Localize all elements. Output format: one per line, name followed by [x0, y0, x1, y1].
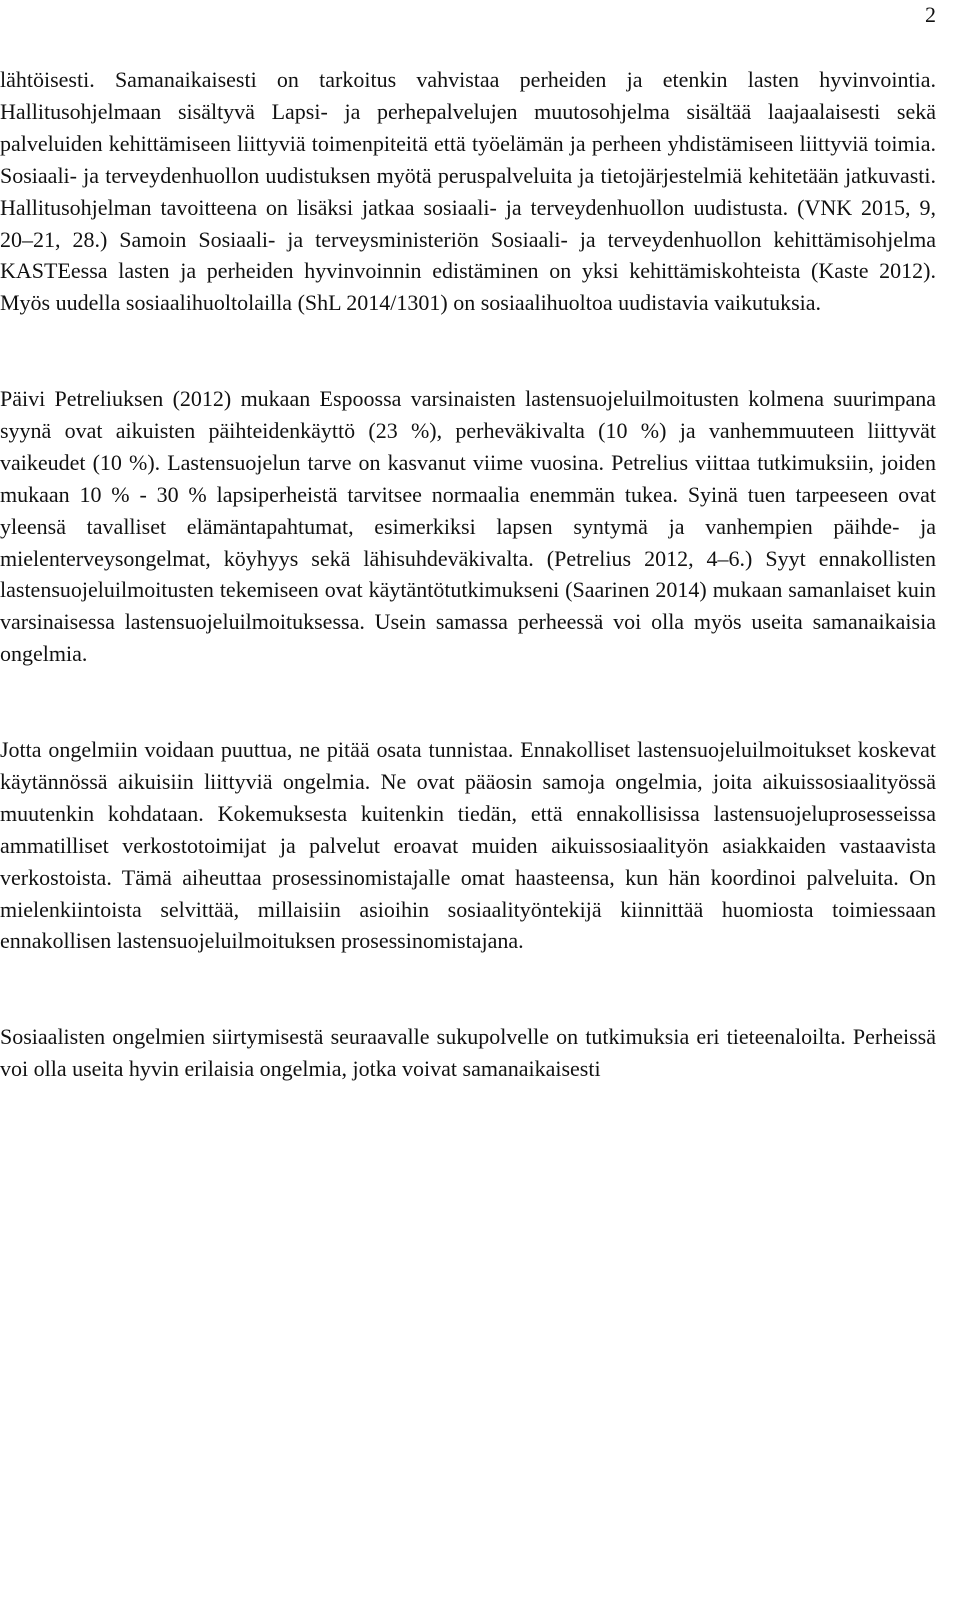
paragraph-4: Sosiaalisten ongelmien siirtymisestä seuraavalle sukupolvelle on tutkimuksia eri tieteenaloilta. Perheissä voi olla useita hyvin erilaisia ongelmia, jotka voivat samanaikaisesti: [0, 1024, 936, 1082]
page-number: 2: [925, 2, 936, 27]
paragraph-2: Päivi Petreliuksen (2012) mukaan Espoossa varsinaisten lastensuojeluilmoitusten kolmena suurimpana syynä ovat aikuisten päihteidenkäyttö (23 %), perheväkivalta (10 %) ja vanhemmuuteen liittyvät vaikeudet (10 %). Lastensuojelun tarve on kasvanut viime vuosina. Petrelius viittaa tutkimuksiin, joiden mukaan 10 % - 30 % lapsiperheistä tarvitsee normaalia enemmän tukea. Syinä tuen tarpeeseen ovat yleensä tavalliset elämäntapahtumat, esimerkiksi lapsen syntymä ja vanhempien päihde- ja mielenterveysongelmat, köyhyys sekä lähisuhdeväkivalta. (Petrelius 2012, 4–6.) Syyt ennakollisten lastensuojeluilmoitusten tekemiseen ovat käytäntötutkimukseni (Saarinen 2014) mukaan samanlaiset kuin varsinaisessa lastensuojeluilmoituksessa. Usein samassa perheessä voi olla myös useita samanaikaisia ongelmia.: [0, 386, 936, 667]
document-body: [0, 64, 936, 1085]
paragraph-1: lähtöisesti. Samanaikaisesti on tarkoitus vahvistaa perheiden ja etenkin lasten hyvinvointia. Hallitusohjelmaan sisältyvä Lapsi- ja perhepalvelujen muutosohjelma sisältää laajaalaisesti sekä palveluiden kehittämiseen liittyviä toimenpiteitä että työelämän ja perheen yhdistämiseen liittyviä toimia. Sosiaali- ja terveydenhuollon uudistuksen myötä peruspalveluita ja tietojärjestelmiä kehitetään jatkuvasti. Hallitusohjelman tavoitteena on lisäksi jatkaa sosiaali- ja terveydenhuollon uudistusta. (VNK 2015, 9, 20–21, 28.) Samoin Sosiaali- ja terveysministeriön Sosiaali- ja terveydenhuollon kehittämisohjelma KASTEessa lasten ja perheiden hyvinvoinnin edistäminen on yksi kehittämiskohteista (Kaste 2012). Myös uudella sosiaalihuoltolailla (ShL 2014/1301) on sosiaalihuoltoa uudistavia vaikutuksia.: [0, 67, 936, 316]
paragraph-3: Jotta ongelmiin voidaan puuttua, ne pitää osata tunnistaa. Ennakolliset lastensuojeluilmoitukset koskevat käytännössä aikuisiin liittyviä ongelmia. Ne ovat pääosin samoja ongelmia, joita aikuissosiaalityössä muutenkin kohdataan. Kokemuksesta kuitenkin tiedän, että ennakollisissa lastensuojeluprosesseissa ammatilliset verkostotoimijat ja palvelut eroavat muiden aikuissosiaalityön asiakkaiden vastaavista verkostoista. Tämä aiheuttaa prosessinomistajalle omat haasteensa, kun hän koordinoi palveluita. On mielenkiintoista selvittää, millaisiin asioihin sosiaalityöntekijä kiinnittää huomiosta toimiessaan ennakollisen lastensuojeluilmoituksen prosessinomistajana.: [0, 737, 936, 954]
